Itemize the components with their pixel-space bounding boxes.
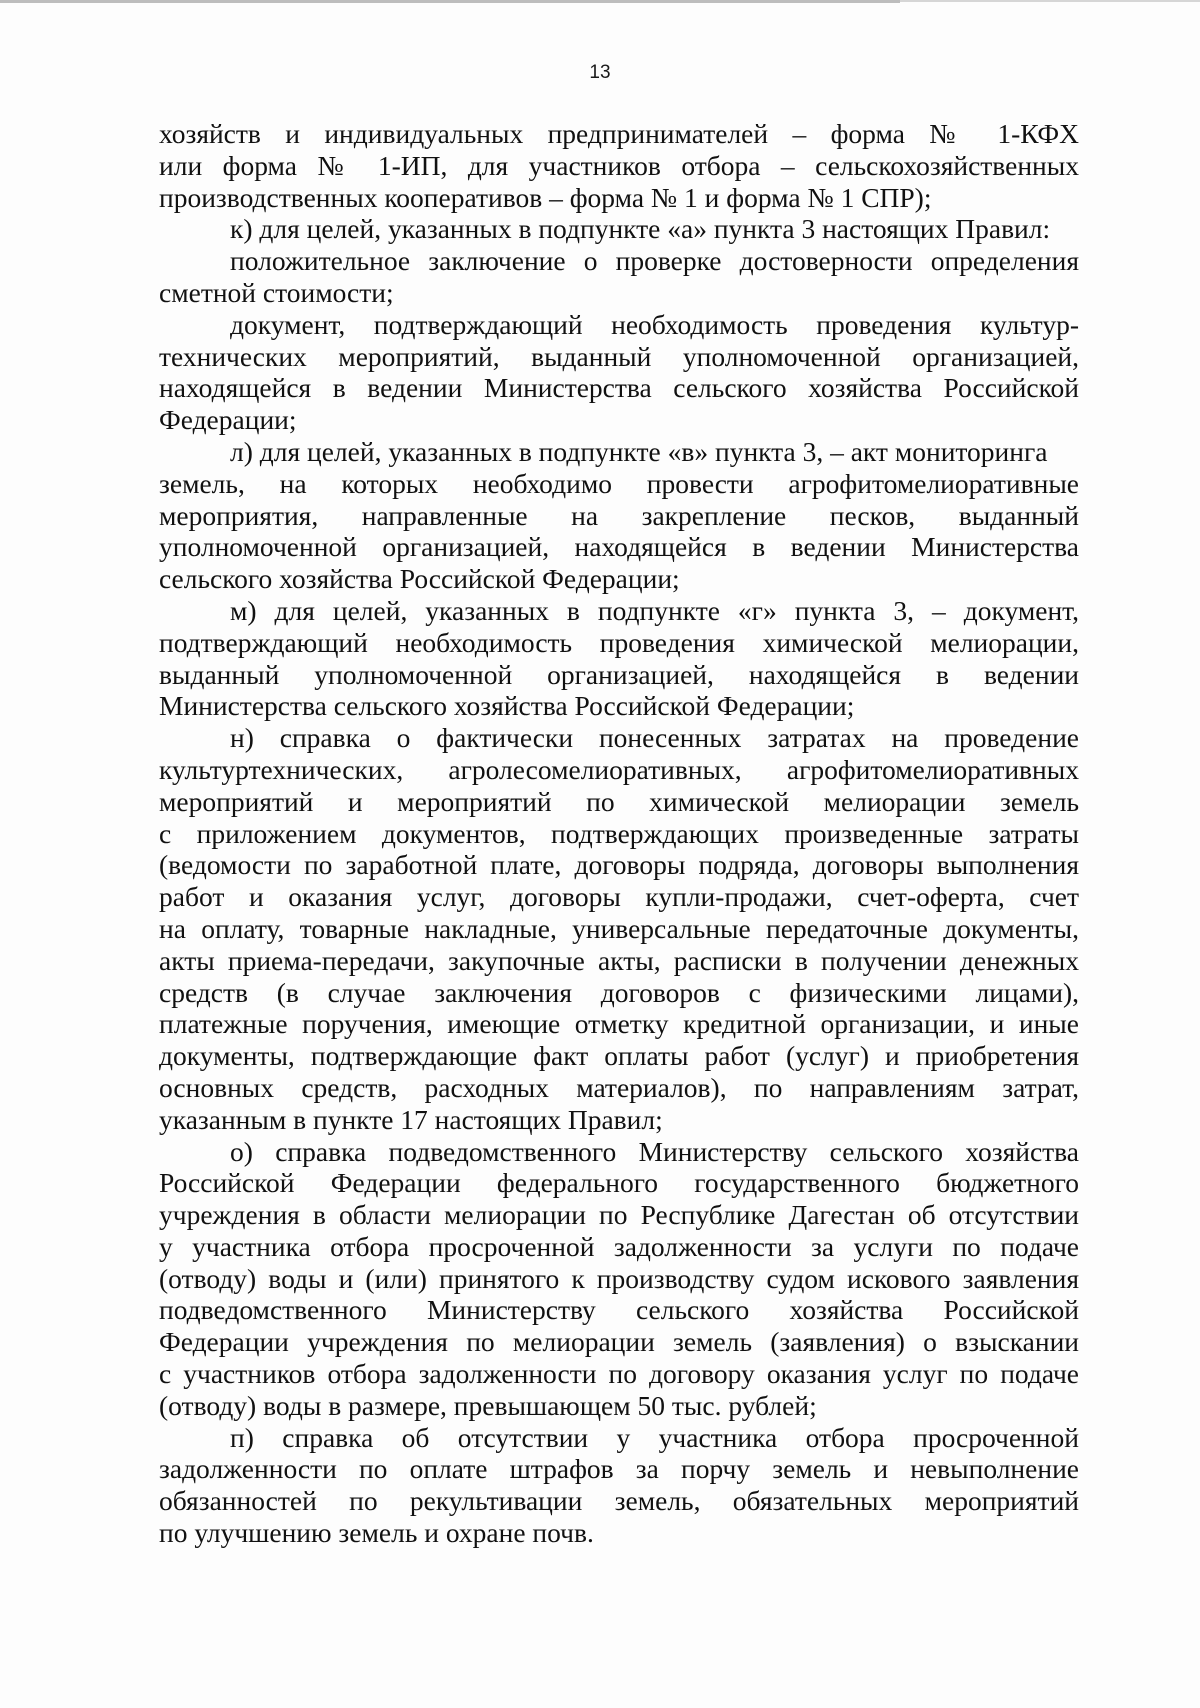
text-line: документ, подтверждающий необходимость проведения культур- bbox=[230, 308, 1079, 340]
text-line: Российской Федерации федерального государственного бюджетного bbox=[159, 1167, 1079, 1199]
scan-top-edge bbox=[0, 0, 900, 3]
text-line: подтверждающий необходимость проведения химической мелиорации, bbox=[159, 626, 1079, 658]
text-line: выданный уполномоченной организацией, находящейся в ведении bbox=[159, 658, 1079, 690]
text-line: Федерации учреждения по мелиорации земель (заявления) о взыскании bbox=[159, 1326, 1079, 1358]
text-line: к) для целей, указанных в подпункте «а» пункта 3 настоящих Правил: bbox=[230, 213, 1051, 245]
text-line: работ и оказания услуг, договоры купли-продажи, счет-оферта, счет bbox=[159, 881, 1079, 913]
text-line: м) для целей, указанных в подпункте «г» пункта 3, – документ, bbox=[230, 594, 1079, 626]
text-line: н) справка о фактически понесенных затратах на проведение bbox=[230, 722, 1079, 754]
text-line: Министерства сельского хозяйства Российской Федерации; bbox=[159, 690, 855, 722]
text-line: (ведомости по заработной плате, договоры подряда, договоры выполнения bbox=[159, 849, 1079, 881]
page-number: 13 bbox=[589, 62, 611, 83]
text-line: указанным в пункте 17 настоящих Правил; bbox=[159, 1103, 663, 1135]
text-line: у участника отбора просроченной задолженности за услуги по подаче bbox=[159, 1230, 1079, 1262]
text-line: с участников отбора задолженности по договору оказания услуг по подаче bbox=[159, 1358, 1079, 1390]
text-line: с приложением документов, подтверждающих произведенные затраты bbox=[159, 817, 1079, 849]
text-line: культуртехнических, агролесомелиоративных, агрофитомелиоративных bbox=[159, 753, 1079, 785]
text-line: сметной стоимости; bbox=[159, 276, 394, 308]
text-line: (отводу) воды и (или) принятого к производству судом искового заявления bbox=[159, 1262, 1079, 1294]
text-line: л) для целей, указанных в подпункте «в» пункта 3, – акт мониторинга bbox=[230, 435, 1048, 467]
text-line: производственных кооперативов – форма № 1 и форма № 1 СПР); bbox=[159, 181, 932, 213]
text-line: акты приема-передачи, закупочные акты, расписки в получении денежных bbox=[159, 944, 1079, 976]
text-line: на оплату, товарные накладные, универсальные передаточные документы, bbox=[159, 912, 1079, 944]
text-line: п) справка об отсутствии у участника отбора просроченной bbox=[230, 1421, 1079, 1453]
scan-top-edge-faint bbox=[900, 0, 1200, 2]
text-line: сельского хозяйства Российской Федерации; bbox=[159, 563, 680, 595]
text-line: мероприятий и мероприятий по химической мелиорации земель bbox=[159, 785, 1079, 817]
text-line: или форма № 1-ИП, для участников отбора – сельскохозяйственных bbox=[159, 149, 1079, 181]
text-line: хозяйств и индивидуальных предпринимателей – форма № 1-КФХ bbox=[159, 118, 1079, 149]
text-line: о) справка подведомственного Министерству сельского хозяйства bbox=[230, 1135, 1079, 1167]
text-line: по улучшению земель и охране почв. bbox=[159, 1517, 594, 1549]
document-body bbox=[159, 118, 1079, 1549]
text-line: документы, подтверждающие факт оплаты работ (услуг) и приобретения bbox=[159, 1040, 1079, 1072]
text-line: основных средств, расходных материалов), по направлениям затрат, bbox=[159, 1071, 1079, 1103]
text-line: платежные поручения, имеющие отметку кредитной организации, и иные bbox=[159, 1008, 1079, 1040]
text-line: мероприятия, направленные на закрепление песков, выданный bbox=[159, 499, 1079, 531]
text-line: находящейся в ведении Министерства сельского хозяйства Российской bbox=[159, 372, 1079, 404]
text-line: Федерации; bbox=[159, 404, 297, 436]
text-line: земель, на которых необходимо провести агрофитомелиоративные bbox=[159, 467, 1079, 499]
text-line: учреждения в области мелиорации по Республике Дагестан об отсутствии bbox=[159, 1199, 1079, 1231]
text-line: уполномоченной организацией, находящейся в ведении Министерства bbox=[159, 531, 1079, 563]
text-line: средств (в случае заключения договоров с физическими лицами), bbox=[159, 976, 1079, 1008]
text-line: (отводу) воды в размере, превышающем 50 тыс. рублей; bbox=[159, 1389, 817, 1421]
text-line: задолженности по оплате штрафов за порчу земель и невыполнение bbox=[159, 1453, 1079, 1485]
text-line: положительное заключение о проверке достоверности определения bbox=[230, 245, 1079, 277]
text-line: технических мероприятий, выданный уполномоченной организацией, bbox=[159, 340, 1079, 372]
text-line: подведомственного Министерству сельского хозяйства Российской bbox=[159, 1294, 1079, 1326]
text-line: обязанностей по рекультивации земель, обязательных мероприятий bbox=[159, 1485, 1079, 1517]
